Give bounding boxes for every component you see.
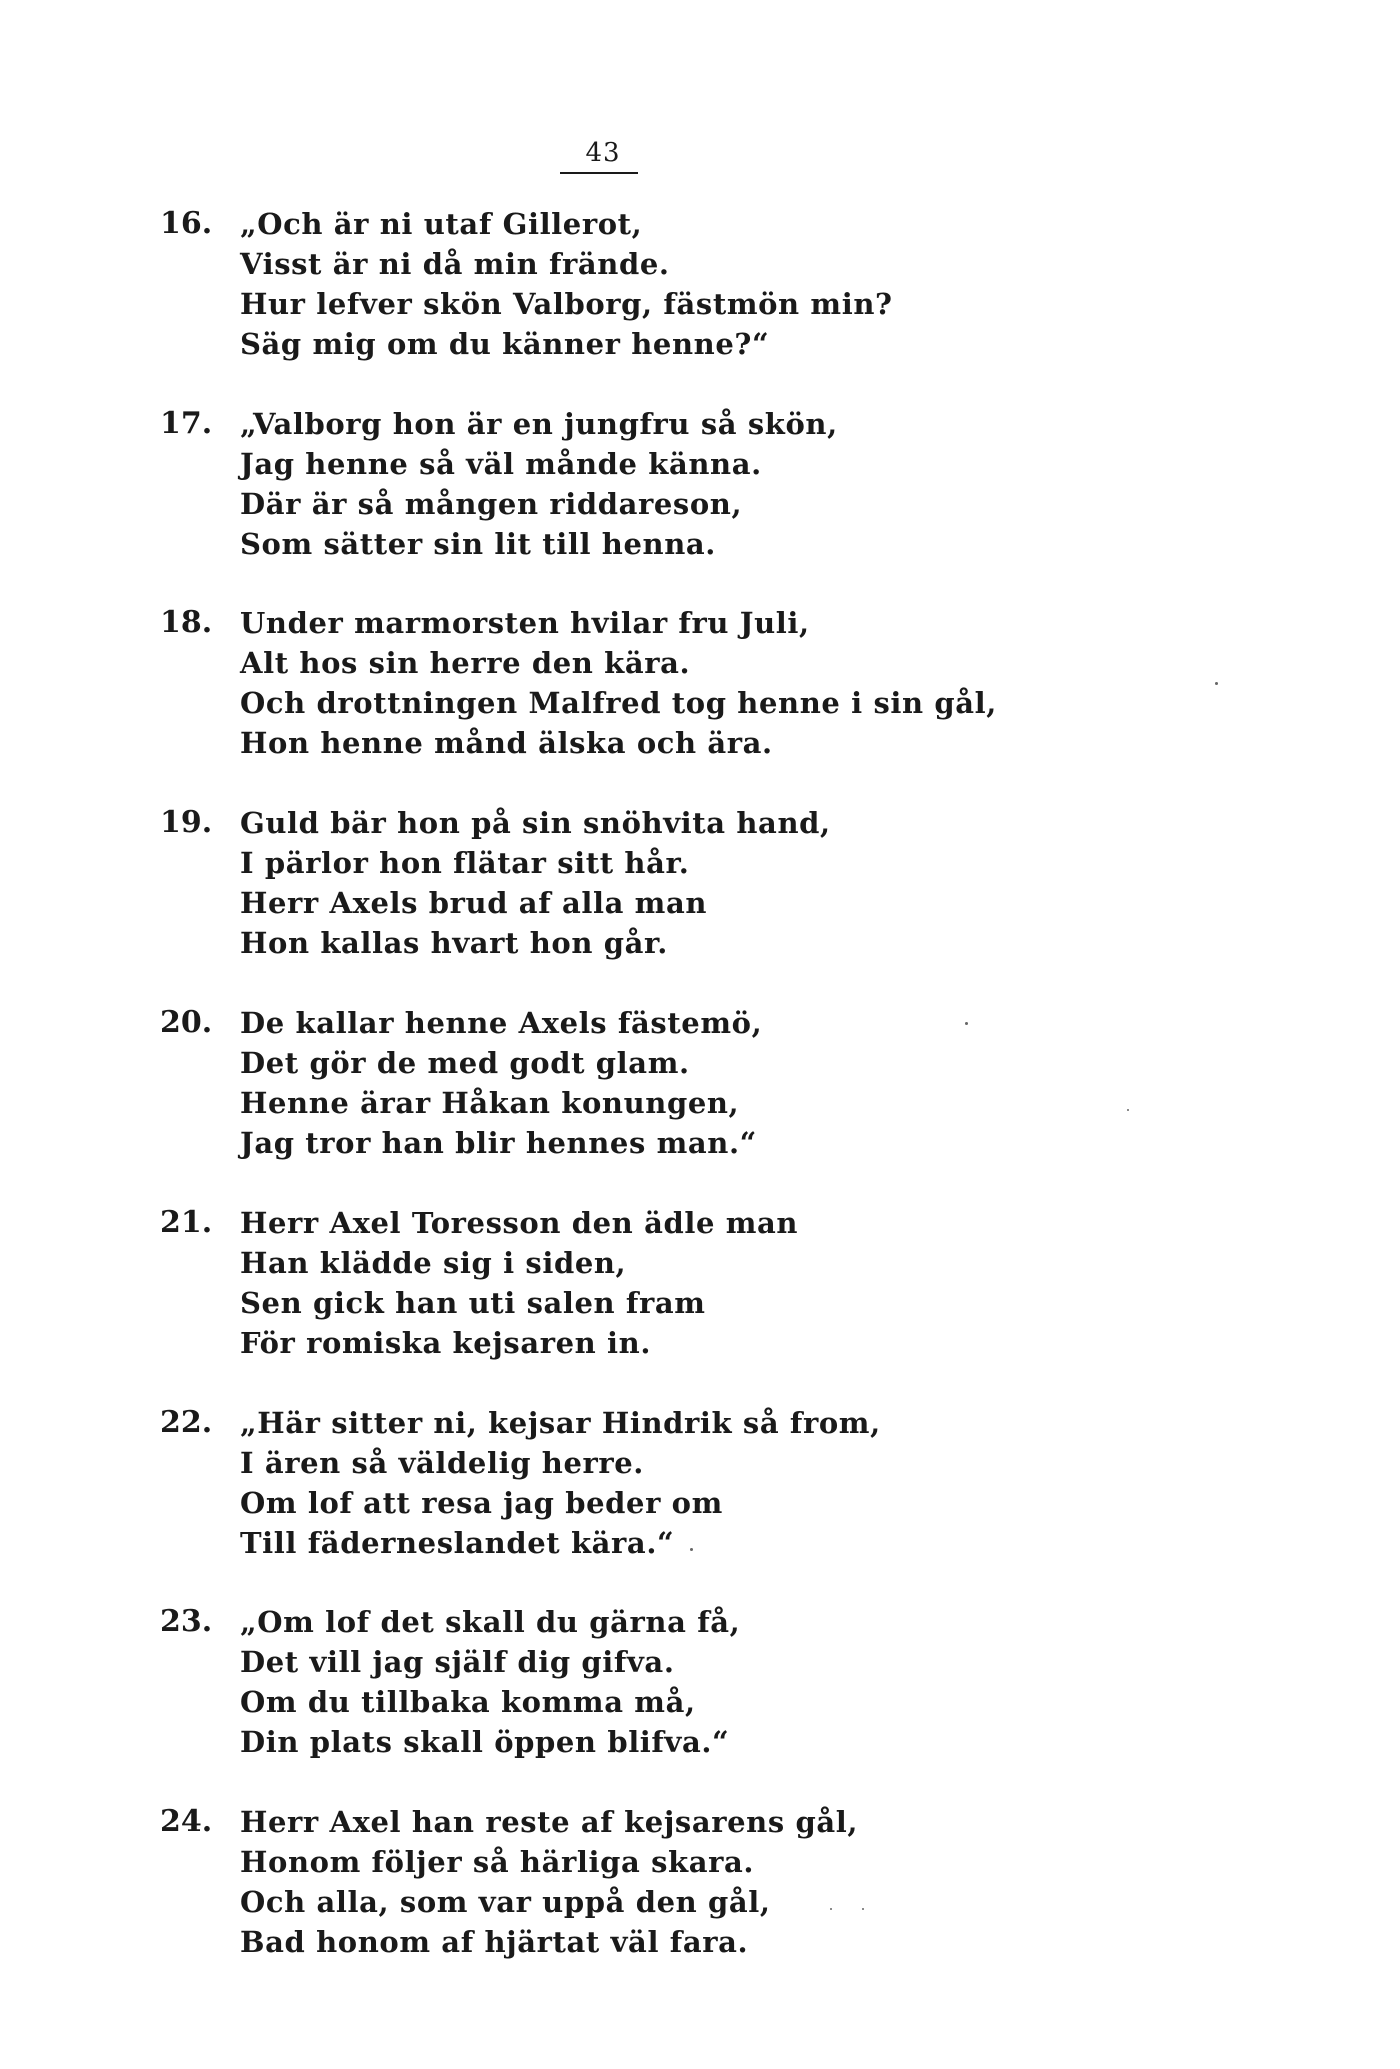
stanza-lines (240, 404, 1240, 564)
verse-line: Jag henne så väl månde känna. (240, 447, 762, 481)
verse-line: I ären så väldelig herre. (240, 1446, 645, 1480)
print-speck (862, 1908, 864, 1910)
verse-line: I pärlor hon flätar sitt hår. (240, 846, 690, 880)
verse-line: Jag tror han blir hennes man.“ (240, 1126, 757, 1160)
stanza-lines (240, 803, 1240, 963)
stanza-lines (240, 1403, 1240, 1563)
stanza-lines (240, 1802, 1240, 1962)
verse-line: Han klädde sig i siden, (240, 1246, 627, 1280)
stanza (0, 1403, 1400, 1573)
verse-line: Sen gick han uti salen fram (240, 1286, 706, 1320)
stanza-lines (240, 1203, 1240, 1363)
verse-line: „Och är ni utaf Gillerot, (240, 207, 643, 241)
stanza (0, 1802, 1400, 1972)
print-speck (690, 1548, 693, 1551)
verse-line: Om du tillbaka komma må, (240, 1685, 696, 1719)
verse-line: Din plats skall öppen blifva.“ (240, 1725, 730, 1759)
stanza-number: 16. (160, 206, 213, 241)
stanza-number: 21. (160, 1205, 213, 1240)
verse-line: Det vill jag själf dig gifva. (240, 1645, 675, 1679)
verse-line: Hon henne månd älska och ära. (240, 726, 773, 760)
print-speck (830, 1908, 832, 1910)
verse-line: Henne ärar Håkan konungen, (240, 1086, 740, 1120)
verse-line: „Om lof det skall du gärna få, (240, 1605, 741, 1639)
verse-line: Om lof att resa jag beder om (240, 1486, 723, 1520)
stanza (0, 1602, 1400, 1772)
print-speck (1215, 682, 1218, 685)
print-speck (965, 1022, 968, 1025)
verse-line: Herr Axels brud af alla man (240, 886, 708, 920)
verse-line: Visst är ni då min frände. (240, 247, 670, 281)
stanza-lines (240, 1602, 1240, 1762)
verse-line: Honom följer så härliga skara. (240, 1845, 755, 1879)
stanza-lines (240, 204, 1240, 364)
stanza-number: 23. (160, 1604, 213, 1639)
verse-line: „Här sitter ni, kejsar Hindrik så from, (240, 1406, 881, 1440)
stanza-lines (240, 1003, 1240, 1163)
verse-line: Hon kallas hvart hon går. (240, 926, 668, 960)
print-speck (1127, 1109, 1129, 1111)
stanza (0, 603, 1400, 773)
verse-line: Där är så mången riddareson, (240, 487, 743, 521)
verse-line: Och alla, som var uppå den gål, (240, 1885, 771, 1919)
verse-line: Herr Axel han reste af kejsarens gål, (240, 1805, 859, 1839)
verse-line: Det gör de med godt glam. (240, 1046, 690, 1080)
page-number: 43 (585, 138, 621, 168)
stanza (0, 404, 1400, 574)
stanza-lines (240, 603, 1240, 763)
verse-line: „Valborg hon är en jungfru så skön, (240, 407, 838, 441)
verse-line: Till fäderneslandet kära.“ (240, 1526, 675, 1560)
verse-line: Hur lefver skön Valborg, fästmön min? (240, 287, 893, 321)
stanza-number: 24. (160, 1804, 213, 1839)
stanza-number: 18. (160, 605, 213, 640)
verse-line: Alt hos sin herre den kära. (240, 646, 691, 680)
stanza (0, 1003, 1400, 1173)
stanza-number: 22. (160, 1405, 213, 1440)
verse-line: Herr Axel Toresson den ädle man (240, 1206, 799, 1240)
stanza-number: 20. (160, 1005, 213, 1040)
stanza-number: 19. (160, 805, 213, 840)
stanza (0, 803, 1400, 973)
stanza (0, 204, 1400, 374)
stanza-number: 17. (160, 406, 213, 441)
verse-line: Och drottningen Malfred tog henne i sin gål, (240, 686, 997, 720)
verse-line: De kallar henne Axels fästemö, (240, 1006, 763, 1040)
verse-line: Bad honom af hjärtat väl fara. (240, 1925, 749, 1959)
verse-line: Guld bär hon på sin snöhvita hand, (240, 806, 831, 840)
page-number-rule (560, 172, 638, 174)
verse-line: Under marmorsten hvilar fru Juli, (240, 606, 810, 640)
stanza (0, 1203, 1400, 1373)
verse-line: För romiska kejsaren in. (240, 1326, 652, 1360)
verse-line: Säg mig om du känner henne?“ (240, 327, 770, 361)
verse-line: Som sätter sin lit till henna. (240, 527, 716, 561)
